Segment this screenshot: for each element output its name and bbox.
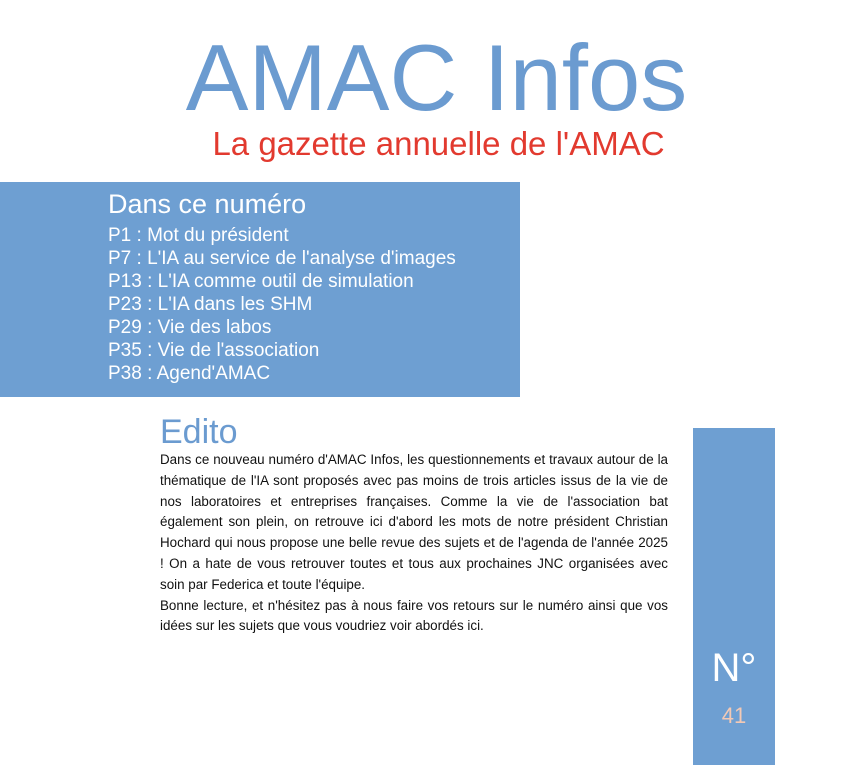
edito-paragraph: Dans ce nouveau numéro d'AMAC Infos, les questionnements et travaux autour de la thématique de l'IA sont proposés avec pas moins de trois articles issus de la vie de nos laboratoires et entreprises françaises. Comme la vie de l'association bat également son plein, on retrouve ici d'abord les mots de notre président Christian Hochard qui nous propose une belle revue des sujets et de l'agenda de l'année 2025 ! On a hate de vous retrouver toutes et tous aux prochaines JNC organisées avec soin par Federica et toute l'équipe. — [160, 452, 668, 592]
toc-item-p35[interactable]: P35 : Vie de l'association — [108, 340, 320, 361]
issue-number-band — [693, 428, 775, 765]
edito-paragraph: Bonne lecture, et n'hésitez pas à nous faire vos retours sur le numéro ainsi que vos idées sur les sujets que vous voudriez voir abordés ici. — [160, 597, 668, 634]
toc-heading: Dans ce numéro — [108, 189, 307, 219]
gazette-subtitle: La gazette annuelle de l'AMAC — [212, 125, 665, 162]
issue-label: N° — [711, 646, 757, 690]
table-of-contents-panel — [0, 182, 520, 397]
edito-heading: Edito — [160, 413, 238, 451]
toc-item-p1[interactable]: P1 : Mot du président — [108, 225, 289, 246]
toc-list — [108, 224, 456, 385]
toc-item-p23[interactable]: P23 : L'IA dans les SHM — [108, 294, 313, 315]
toc-item-p13[interactable]: P13 : L'IA comme outil de simulation — [108, 271, 414, 292]
edito-body — [160, 450, 668, 637]
toc-item-p38[interactable]: P38 : Agend'AMAC — [108, 363, 271, 384]
toc-item-p29[interactable]: P29 : Vie des labos — [108, 317, 272, 338]
gazette-title: AMAC Infos — [185, 25, 688, 130]
issue-number: 41 — [721, 703, 747, 728]
toc-item-p7[interactable]: P7 : L'IA au service de l'analyse d'images — [108, 248, 456, 269]
